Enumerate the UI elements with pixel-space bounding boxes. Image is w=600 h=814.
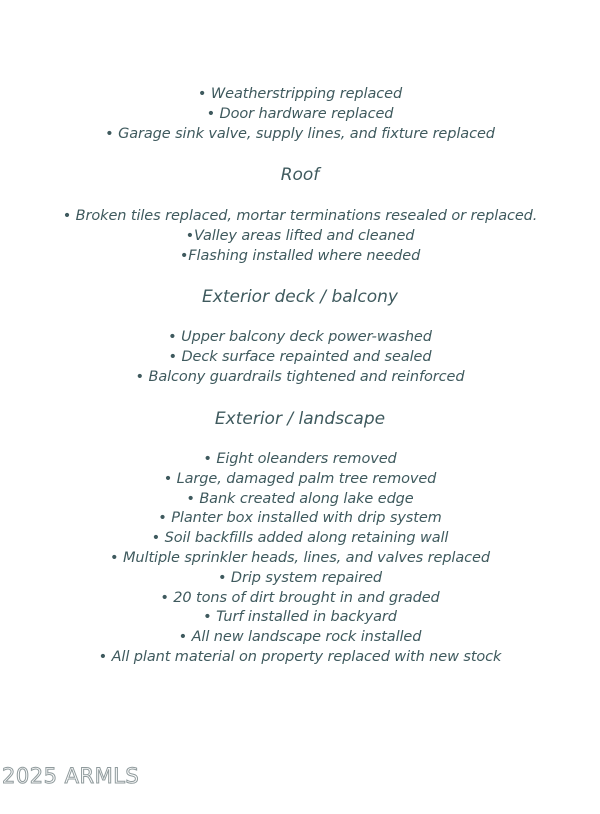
list-item: • All new landscape rock installed [178, 629, 422, 646]
list-item: • All plant material on property replaced with new stock [98, 648, 502, 665]
list-item: • Eight oleanders removed [203, 451, 397, 467]
copyright-watermark: 2025 ARMLS [2, 764, 140, 788]
list-item: • Multiple sprinkler heads, lines, and valves replaced [110, 549, 490, 566]
deck-items-list [0, 328, 600, 387]
list-item: • Garage sink valve, supply lines, and fixture replaced [105, 125, 495, 142]
list-item: • Weatherstripping replaced [197, 86, 403, 102]
section-heading-landscape: Exterior / landscape [214, 409, 386, 429]
list-item: • Soil backfills added along retaining wall [151, 530, 449, 547]
list-item: • Large, damaged palm tree removed [163, 470, 437, 487]
section-heading-deck: Exterior deck / balcony [202, 287, 398, 307]
roof-items-list [0, 207, 600, 266]
list-item: • Planter box installed with drip system [158, 510, 442, 527]
list-item: •Valley areas lifted and cleaned [185, 227, 415, 244]
list-item: • Turf installed in backyard [203, 609, 397, 626]
list-item: • Drip system repaired [217, 569, 383, 586]
section-heading-roof: Roof [280, 165, 320, 185]
list-item: • Deck surface repainted and sealed [168, 348, 432, 365]
interior-items-list [0, 85, 600, 144]
list-item: • Bank created along lake edge [186, 490, 414, 507]
list-item: • Broken tiles replaced, mortar terminations resealed or replaced. [62, 208, 538, 224]
list-item: •Flashing installed where needed [179, 247, 421, 264]
list-item: • Balcony guardrails tightened and reinforced [135, 368, 465, 385]
list-item: • Upper balcony deck power-washed [168, 329, 432, 345]
landscape-items-list [0, 450, 600, 668]
list-item: • Door hardware replaced [206, 105, 394, 122]
list-item: • 20 tons of dirt brought in and graded [160, 589, 440, 606]
